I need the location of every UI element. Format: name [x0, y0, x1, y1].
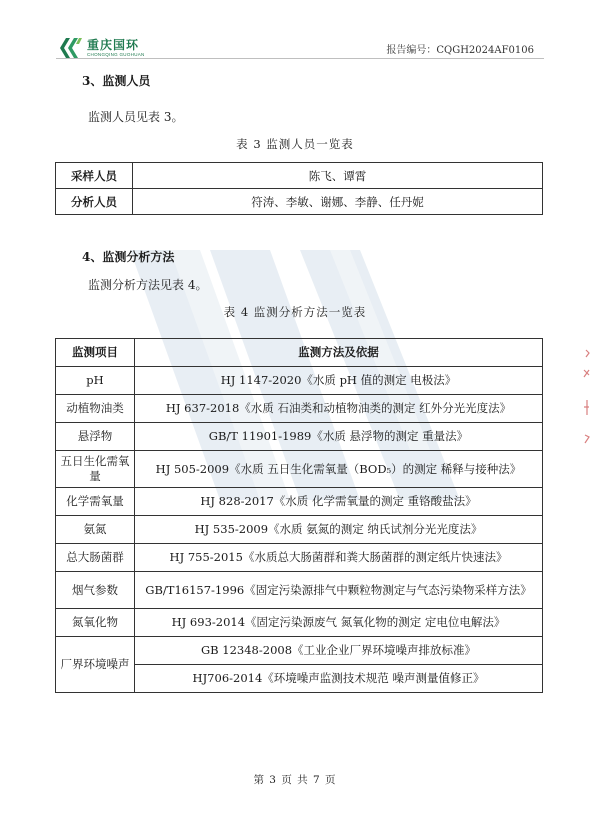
table-row	[56, 189, 543, 215]
company-name-en: CHONGQING GUOHUAN	[87, 51, 145, 57]
table-cell-item: 化学需氧量	[56, 488, 135, 516]
table-row	[56, 451, 543, 488]
section-3-title: 3、监测人员	[82, 74, 151, 88]
table-cell-method: GB 12348-2008《工业企业厂界环境噪声排放标准》	[135, 637, 543, 665]
table-cell-item: 氮氧化物	[56, 609, 135, 637]
table-header-row	[56, 339, 543, 367]
table-4-caption: 表 4 监测分析方法一览表	[223, 305, 367, 319]
table-cell-value: 陈飞、谭霄	[133, 163, 543, 189]
company-logo	[60, 38, 145, 58]
table-cell-item: 厂界环境噪声	[56, 637, 135, 693]
seal-stamp-edge-icon	[580, 345, 590, 465]
table-header-item: 监测项目	[56, 339, 135, 367]
company-logo-icon	[60, 38, 82, 58]
section-4-title: 4、监测分析方法	[82, 250, 175, 264]
table-cell-value: 符涛、李敏、谢娜、李静、任丹妮	[133, 189, 543, 215]
table-row	[56, 572, 543, 609]
table-row	[56, 395, 543, 423]
table-cell-method: HJ 828-2017《水质 化学需氧量的测定 重铬酸盐法》	[135, 488, 543, 516]
table-row	[56, 516, 543, 544]
table-row	[56, 367, 543, 395]
page-number: 第 3 页 共 7 页	[253, 774, 337, 786]
table-cell-item: 悬浮物	[56, 423, 135, 451]
table-row	[56, 163, 543, 189]
methods-table	[55, 338, 543, 693]
table-row	[56, 544, 543, 572]
table-cell-method: GB/T 11901-1989《水质 悬浮物的测定 重量法》	[135, 423, 543, 451]
table-cell-item: 五日生化需氧量	[56, 451, 135, 488]
table-cell-method: HJ 693-2014《固定污染源废气 氮氧化物的测定 定电位电解法》	[135, 609, 543, 637]
table-row	[56, 423, 543, 451]
table-cell-method: HJ706-2014《环境噪声监测技术规范 噪声测量值修正》	[135, 665, 543, 693]
table-cell-method: GB/T16157-1996《固定污染源排气中颗粒物测定与气态污染物采样方法》	[135, 572, 543, 609]
table-cell-item: 动植物油类	[56, 395, 135, 423]
table-header-method: 监测方法及依据	[135, 339, 543, 367]
table-row	[56, 637, 543, 665]
table-cell-item: 氨氮	[56, 516, 135, 544]
table-cell-method: HJ 535-2009《水质 氨氮的测定 纳氏试剂分光光度法》	[135, 516, 543, 544]
table-cell-label: 采样人员	[56, 163, 133, 189]
table-cell-method: HJ 1147-2020《水质 pH 值的测定 电极法》	[135, 367, 543, 395]
section-3-intro: 监测人员见表 3。	[88, 110, 184, 124]
table-cell-label: 分析人员	[56, 189, 133, 215]
table-cell-method: HJ 505-2009《水质 五日生化需氧量（BOD₅）的测定 稀释与接种法》	[135, 451, 543, 488]
header-divider	[56, 58, 544, 59]
table-row	[56, 609, 543, 637]
report-number: 报告编号：CQGH2024AF0106	[386, 45, 534, 56]
table-cell-item: 总大肠菌群	[56, 544, 135, 572]
table-cell-item: 烟气参数	[56, 572, 135, 609]
table-row	[56, 488, 543, 516]
table-cell-method: HJ 755-2015《水质总大肠菌群和粪大肠菌群的测定纸片快速法》	[135, 544, 543, 572]
table-cell-item: pH	[56, 367, 135, 395]
section-4-intro: 监测分析方法见表 4。	[88, 278, 208, 292]
company-name-cn: 重庆国环	[87, 37, 140, 52]
table-3-caption: 表 3 监测人员一览表	[236, 137, 354, 151]
personnel-table	[55, 162, 543, 215]
table-cell-method: HJ 637-2018《水质 石油类和动植物油类的测定 红外分光光度法》	[135, 395, 543, 423]
